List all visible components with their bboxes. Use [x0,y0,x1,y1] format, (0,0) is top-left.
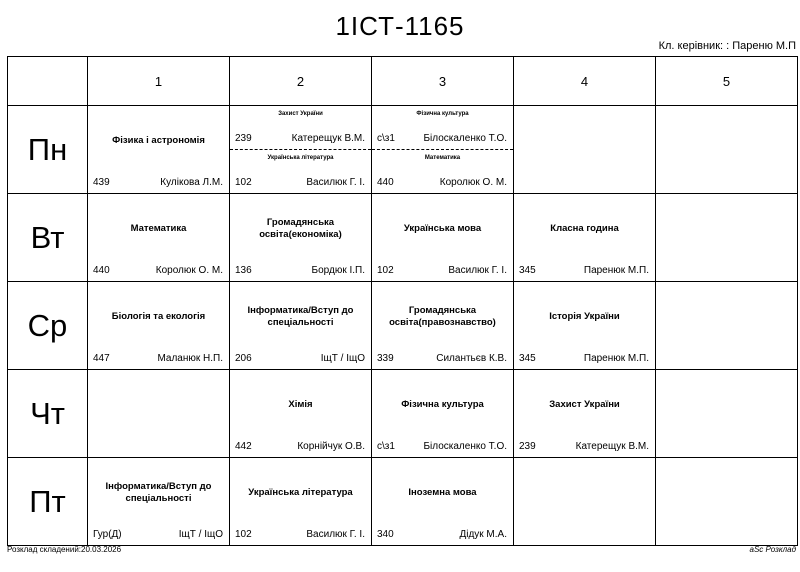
timetable [7,56,798,546]
room: 439 [93,177,110,188]
subject: Українська література [248,486,353,498]
room: 345 [519,265,536,276]
period-header: 1 [88,57,230,106]
room: 102 [235,177,252,188]
period-header: 3 [372,57,514,106]
lesson-cell[interactable] [88,194,230,282]
lesson-group-2[interactable] [372,150,513,193]
room: 239 [235,133,252,144]
corner-cell [8,57,88,106]
lesson-cell[interactable] [88,458,230,546]
empty-cell [656,370,798,458]
room: 339 [377,353,394,364]
lesson-cell[interactable] [230,458,372,546]
day-row-mon [8,106,798,194]
room: 206 [235,353,252,364]
teacher: ІщТ / ІщО [320,353,365,364]
lesson-cell[interactable] [514,282,656,370]
period-header: 2 [230,57,372,106]
lesson-cell[interactable] [230,370,372,458]
teacher: Катерещук В.М. [575,441,649,452]
subject: Захист України [549,398,620,410]
teacher: Василюк Г. І. [448,265,507,276]
room: с\з1 [377,133,395,144]
room: 102 [235,529,252,540]
lesson-cell[interactable] [372,370,514,458]
teacher: Дідук М.А. [459,529,507,540]
period-header: 4 [514,57,656,106]
lesson-cell[interactable] [230,282,372,370]
teacher: Паренюк М.П. [583,265,649,276]
day-row-wed [8,282,798,370]
room: 440 [377,177,394,188]
teacher: ІщТ / ІщО [178,529,223,540]
lesson-cell[interactable] [514,194,656,282]
teacher: Паренюк М.П. [583,353,649,364]
subject: Біологія та екологія [111,310,206,322]
lesson-cell[interactable] [372,282,514,370]
teacher: Катерещук В.М. [291,133,365,144]
period-header-row [8,57,798,106]
day-label: Чт [8,370,88,458]
empty-cell [656,194,798,282]
teacher: Білоскаленко Т.О. [423,441,507,452]
day-label: Вт [8,194,88,282]
lesson-cell-split[interactable] [372,106,514,194]
room: Гур(Д) [93,529,122,540]
lesson-cell[interactable] [230,194,372,282]
room: 345 [519,353,536,364]
day-row-tue [8,194,798,282]
day-label: Ср [8,282,88,370]
lesson-cell[interactable] [372,194,514,282]
empty-cell [514,106,656,194]
room: 442 [235,441,252,452]
room: 340 [377,529,394,540]
subject: Фізична культура [401,398,484,410]
brand-label: aSc Розклад [749,545,796,554]
room: 102 [377,265,394,276]
subject: Іноземна мова [408,486,477,498]
subject: Громадянська освіта(економіка) [259,216,342,240]
empty-cell [656,106,798,194]
room: 440 [93,265,110,276]
teacher: Василюк Г. І. [306,529,365,540]
lesson-cell-split[interactable] [230,106,372,194]
day-row-thu [8,370,798,458]
subject: Історія України [549,310,620,322]
room: с\з1 [377,441,395,452]
teacher: Кулікова Л.М. [160,177,223,188]
subject: Класна година [550,222,619,234]
empty-cell [514,458,656,546]
lesson-cell[interactable] [88,106,230,194]
subject: Українська мова [403,222,482,234]
created-date: Розклад складений:20.03.2026 [7,545,122,554]
teacher: Білоскаленко Т.О. [423,133,507,144]
subject: Математика [424,155,461,161]
day-label: Пн [8,106,88,194]
subject: Хімія [288,398,313,410]
empty-cell [656,282,798,370]
teacher: Силантьєв К.В. [436,353,507,364]
period-header: 5 [656,57,798,106]
lesson-cell[interactable] [88,282,230,370]
subject: Математика [130,222,187,234]
teacher: Королюк О. М. [155,265,223,276]
room: 136 [235,265,252,276]
lesson-cell[interactable] [372,458,514,546]
teacher: Маланюк Н.П. [157,353,223,364]
teacher: Корнійчук О.В. [297,441,365,452]
teacher: Королюк О. М. [439,177,507,188]
teacher: Бордюк І.П. [311,265,365,276]
lesson-cell[interactable] [514,370,656,458]
page-title: 1ІСТ-1165 [335,11,465,41]
subject: Інформатика/Вступ до спеціальності [247,304,354,328]
teacher: Василюк Г. І. [306,177,365,188]
day-label: Пт [8,458,88,546]
empty-cell [656,458,798,546]
room: 447 [93,353,110,364]
subject: Фізика і астрономія [112,134,205,146]
lesson-group-2[interactable] [230,150,371,193]
room: 239 [519,441,536,452]
class-curator: Кл. керівник: : Пареню М.П [658,40,796,52]
subject: Українська література [267,155,334,161]
lesson-group-1[interactable] [372,106,513,150]
empty-cell [88,370,230,458]
day-row-fri [8,458,798,546]
lesson-group-1[interactable] [230,106,371,150]
subject: Інформатика/Вступ до спеціальності [105,480,212,504]
subject: Фізична культура [416,111,469,117]
subject: Громадянська освіта(правознавство) [389,304,496,328]
subject: Захист України [278,111,323,117]
